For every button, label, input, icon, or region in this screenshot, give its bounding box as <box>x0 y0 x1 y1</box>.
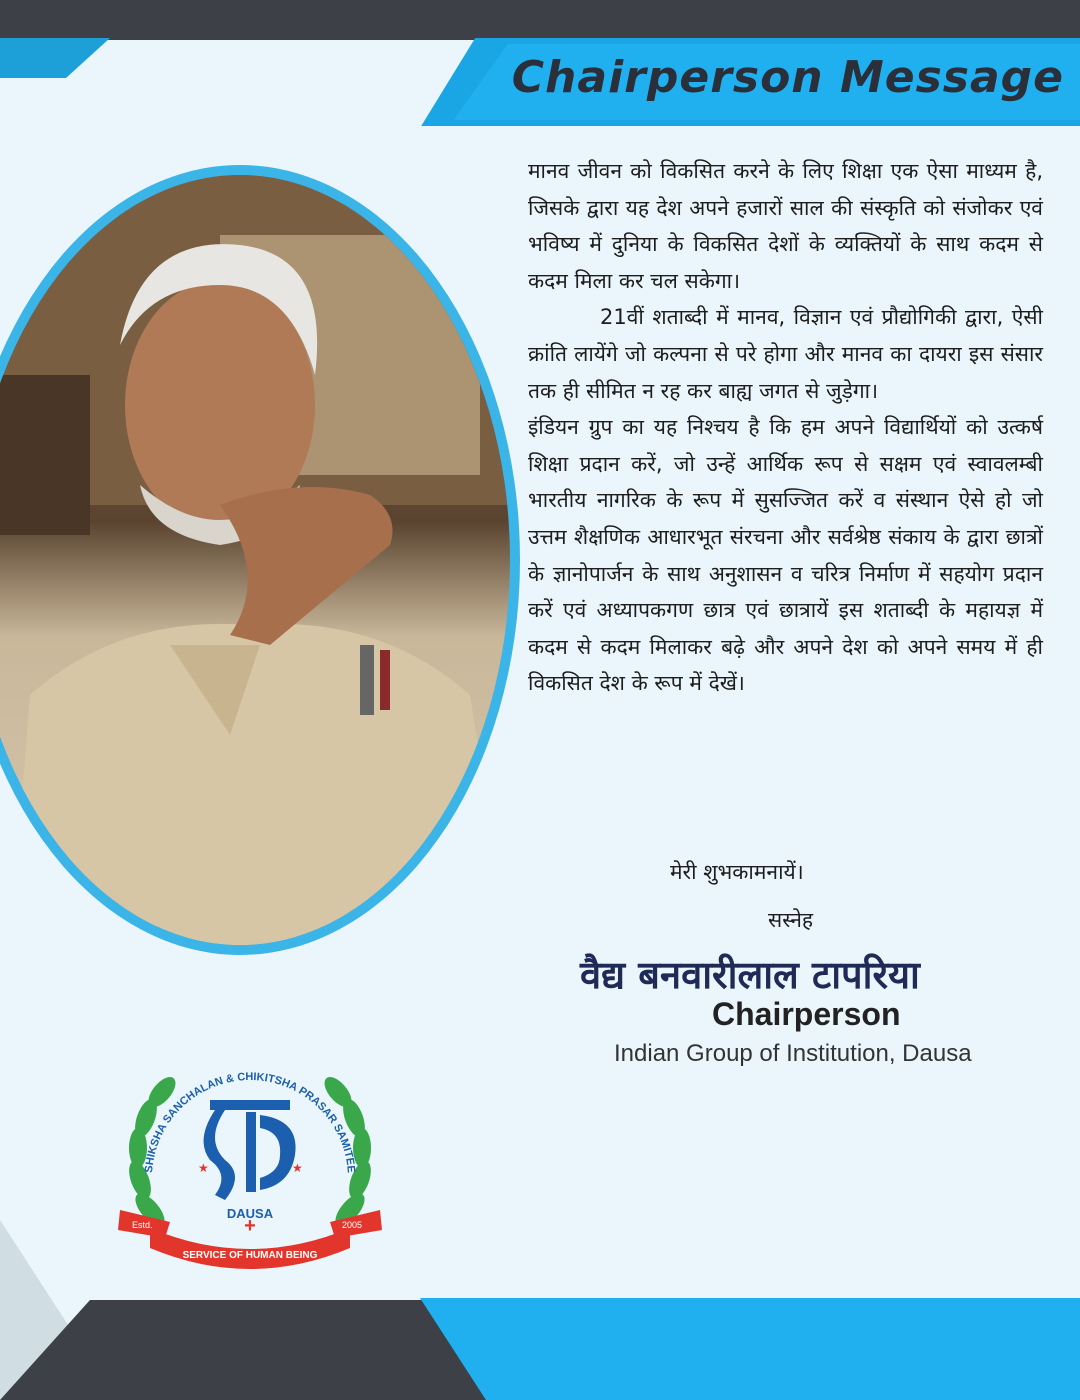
signer-organization: Indian Group of Institution, Dausa <box>614 1040 972 1067</box>
message-paragraph-2: 21वीं शताब्दी में मानव, विज्ञान एवं प्रौद्योगिकी द्वारा, ऐसी क्रांति लायेंगे जो कल्पना से परे होगा और मानव का दायरा इस संसार तक ही सीमित न रह कर बाह्य जगत से जुड़ेगा। <box>528 305 1043 403</box>
message-paragraph-1: मानव जीवन को विकसित करने के लिए शिक्षा एक ऐसा माध्यम है, जिसके द्वारा यह देश अपने हजारों साल की संस्कृति को संजोकर एवं भविष्य में दुनिया के विकसित देशों के व्यक्तियों के साथ कदम से कदम मिला कर चल सकेगा। <box>528 159 1043 293</box>
message-paragraph-3: इंडियन ग्रुप का यह निश्चय है कि हम अपने विद्यार्थियों को उत्कर्ष शिक्षा प्रदान करें, जो उन्हें आर्थिक रूप से सक्षम एवं स्वावलम्बी भारतीय नागरिक के रूप में सुसज्जित करें व संस्थान ऐसे हो जो उत्तम शैक्षणिक आधारभूत संरचना और सर्वश्रेष्ठ संकाय के द्वारा छात्रों के ज्ञानोपार्जन के साथ अनुशासन व चरित्र निर्माण में सहयोग प्रदान करें एवं अध्यापकगण छात्र एवं छात्रायें इस शताब्दी के महायज्ञ में कदम से कदम मिलाकर बढ़े और अपने देश को अपने समय में ही विकसित देश के रूप में देखें। <box>528 415 1043 696</box>
logo-emblem-icon <box>204 1100 296 1200</box>
logo-ribbon-text: SERVICE OF HUMAN BEING <box>182 1250 318 1261</box>
red-cross-icon: + <box>244 1215 256 1237</box>
chairperson-message <box>528 153 1043 702</box>
star-right-icon: ★ <box>292 1161 303 1175</box>
logo-city: DAUSA <box>226 1206 274 1221</box>
portrait-illustration <box>0 175 510 945</box>
page-title: Chairperson Message <box>511 52 1064 103</box>
signature-regards: सस्नेह <box>768 908 814 932</box>
institution-logo <box>110 1060 390 1280</box>
bottom-blue-band <box>420 1298 1080 1400</box>
signer-name: वैद्य बनवारीलाल टापरिया <box>580 953 920 997</box>
signer-role: Chairperson <box>712 996 901 1032</box>
logo-ring-text: SHIKSHA SANCHALAN & CHIKITSHA PRASAR SAMITEE <box>143 1070 357 1174</box>
chairperson-photo-frame <box>0 165 520 955</box>
chairperson-photo <box>0 175 510 945</box>
message-wishes: मेरी शुभकामनायें। <box>670 860 804 884</box>
star-left-icon: ★ <box>198 1161 209 1175</box>
logo-estd-label: Estd. <box>132 1220 153 1230</box>
top-left-stripe <box>0 38 110 78</box>
top-bar <box>0 0 1080 40</box>
logo-estd-year: 2005 <box>342 1220 363 1230</box>
